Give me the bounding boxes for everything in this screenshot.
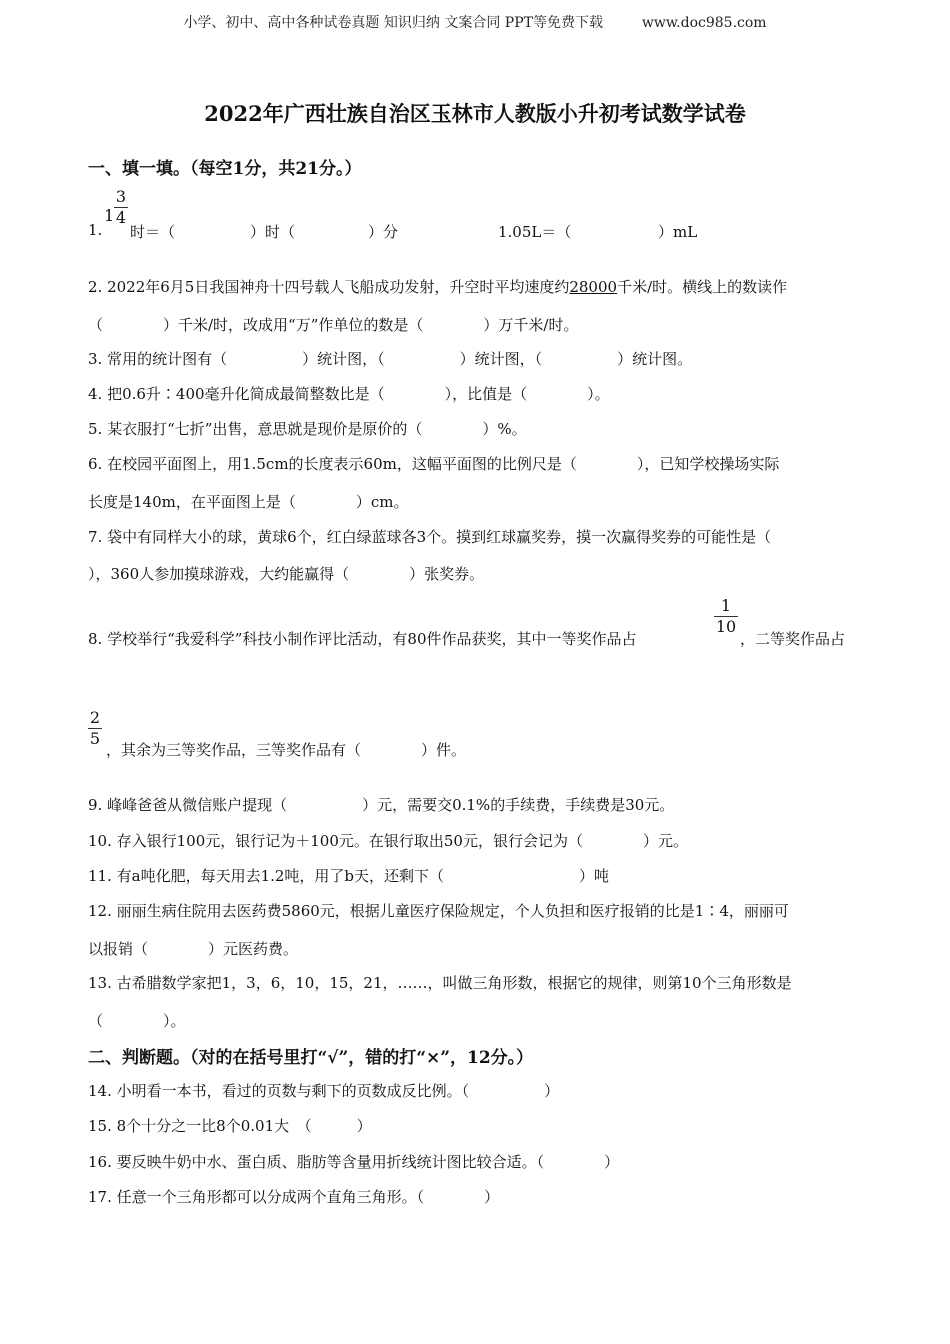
document-title: 2022年广西壮族自治区玉林市人教版小升初考试数学试卷 bbox=[204, 101, 746, 126]
question-6-line2: 长度是140m，在平面图上是（ ）cm。 bbox=[88, 493, 409, 511]
q1-numerator: 3 bbox=[115, 187, 127, 206]
q1-part-d: 1.05L＝（ bbox=[498, 223, 572, 241]
page-header bbox=[0, 12, 950, 32]
q1-whole-number: 1 bbox=[104, 206, 115, 225]
question-5: 5. 某衣服打“七折”出售，意思就是现价是原价的（ ）%。 bbox=[88, 420, 527, 438]
question-1: 1. bbox=[88, 221, 103, 239]
question-10: 10. 存入银行100元，银行记为＋100元。在银行取出50元，银行会记为（ ）元。 bbox=[88, 832, 688, 850]
q1-part-c: ）分 bbox=[368, 223, 399, 241]
q2-underlined-number: 28000 bbox=[569, 278, 618, 296]
header-left-text: 小学、初中、高中各种试卷真题 知识归纳 文案合同 PPT等免费下载 bbox=[183, 15, 603, 31]
question-7-line2: ），360人参加摸球游戏，大约能赢得（ ）张奖券。 bbox=[88, 565, 485, 583]
question-8-line1: 8. 学校举行“我爱科学”科技小制作评比活动，有80件作品获奖，其中一等奖作品占 bbox=[88, 630, 637, 648]
question-9: 9. 峰峰爸爸从微信账户提现（ ）元，需要交0.1%的手续费，手续费是30元。 bbox=[88, 796, 675, 814]
question-6-line1: 6. 在校园平面图上，用1.5cm的长度表示60m，这幅平面图的比例尺是（ ），已知学校操场实际 bbox=[88, 455, 780, 473]
q1-part-a: 时＝（ bbox=[130, 223, 176, 241]
question-7-line1: 7. 袋中有同样大小的球，黄球6个，红白绿蓝球各3个。摸到红球赢奖券，摸一次赢得奖券的可能性是（ bbox=[88, 528, 772, 546]
header-url: www.doc985.com bbox=[641, 15, 767, 31]
question-3: 3. 常用的统计图有（ ）统计图，（ ）统计图，（ ）统计图。 bbox=[88, 350, 693, 368]
q1-part-e: ）mL bbox=[658, 223, 698, 241]
question-4: 4. 把0.6升∶400毫升化简成最简整数比是（ ），比值是（ ）。 bbox=[88, 385, 610, 403]
q1-fraction bbox=[114, 189, 128, 226]
section1-heading: 一、填一填。（每空1分，共21分。） bbox=[88, 159, 362, 179]
section2-heading: 二、判断题。（对的在括号里打“√”，错的打“×”，12分。） bbox=[88, 1048, 534, 1068]
question-12-line1: 12. 丽丽生病住院用去医药费5860元，根据儿童医疗保险规定，个人负担和医疗报销的比是1∶4，丽丽可 bbox=[88, 902, 789, 920]
question-13-line1: 13. 古希腊数学家把1，3，6，10，15，21，……，叫做三角形数，根据它的规律，则第10个三角形数是 bbox=[88, 974, 792, 992]
question-12-line2: 以报销（ ）元医药费。 bbox=[88, 940, 299, 958]
question-14: 14. 小明看一本书，看过的页数与剩下的页数成反比例。（ ） bbox=[88, 1082, 560, 1100]
question-2-line2: （ ）千米/时，改成用“万”作单位的数是（ ）万千米/时。 bbox=[88, 316, 579, 334]
question-2-line1: 2. 2022年6月5日我国神舟十四号载人飞船成功发射，升空时平均速度约28000千米/时。横线上的数读作 bbox=[88, 278, 788, 296]
q8-fraction-two-fifths: 2 5 bbox=[89, 708, 101, 748]
question-13-line2: （ ）。 bbox=[88, 1012, 186, 1030]
q8-line1-tail: ，二等奖作品占 bbox=[740, 630, 846, 648]
question-15: 15. 8个十分之一比8个0.01大 （ ） bbox=[88, 1117, 372, 1135]
question-16: 16. 要反映牛奶中水、蛋白质、脂肪等含量用折线统计图比较合适。（ ） bbox=[88, 1153, 620, 1171]
q1-part-b: ）时（ bbox=[250, 223, 296, 241]
question-17: 17. 任意一个三角形都可以分成两个直角三角形。（ ） bbox=[88, 1188, 500, 1206]
question-11: 11. 有a吨化肥，每天用去1.2吨，用了b天，还剩下（ ）吨 bbox=[88, 867, 610, 885]
question-8-line2: ，其余为三等奖作品，三等奖作品有（ ）件。 bbox=[106, 741, 467, 759]
q8-fraction-one-tenth: 1 10 bbox=[715, 596, 737, 636]
q1-denominator: 4 bbox=[115, 208, 127, 227]
